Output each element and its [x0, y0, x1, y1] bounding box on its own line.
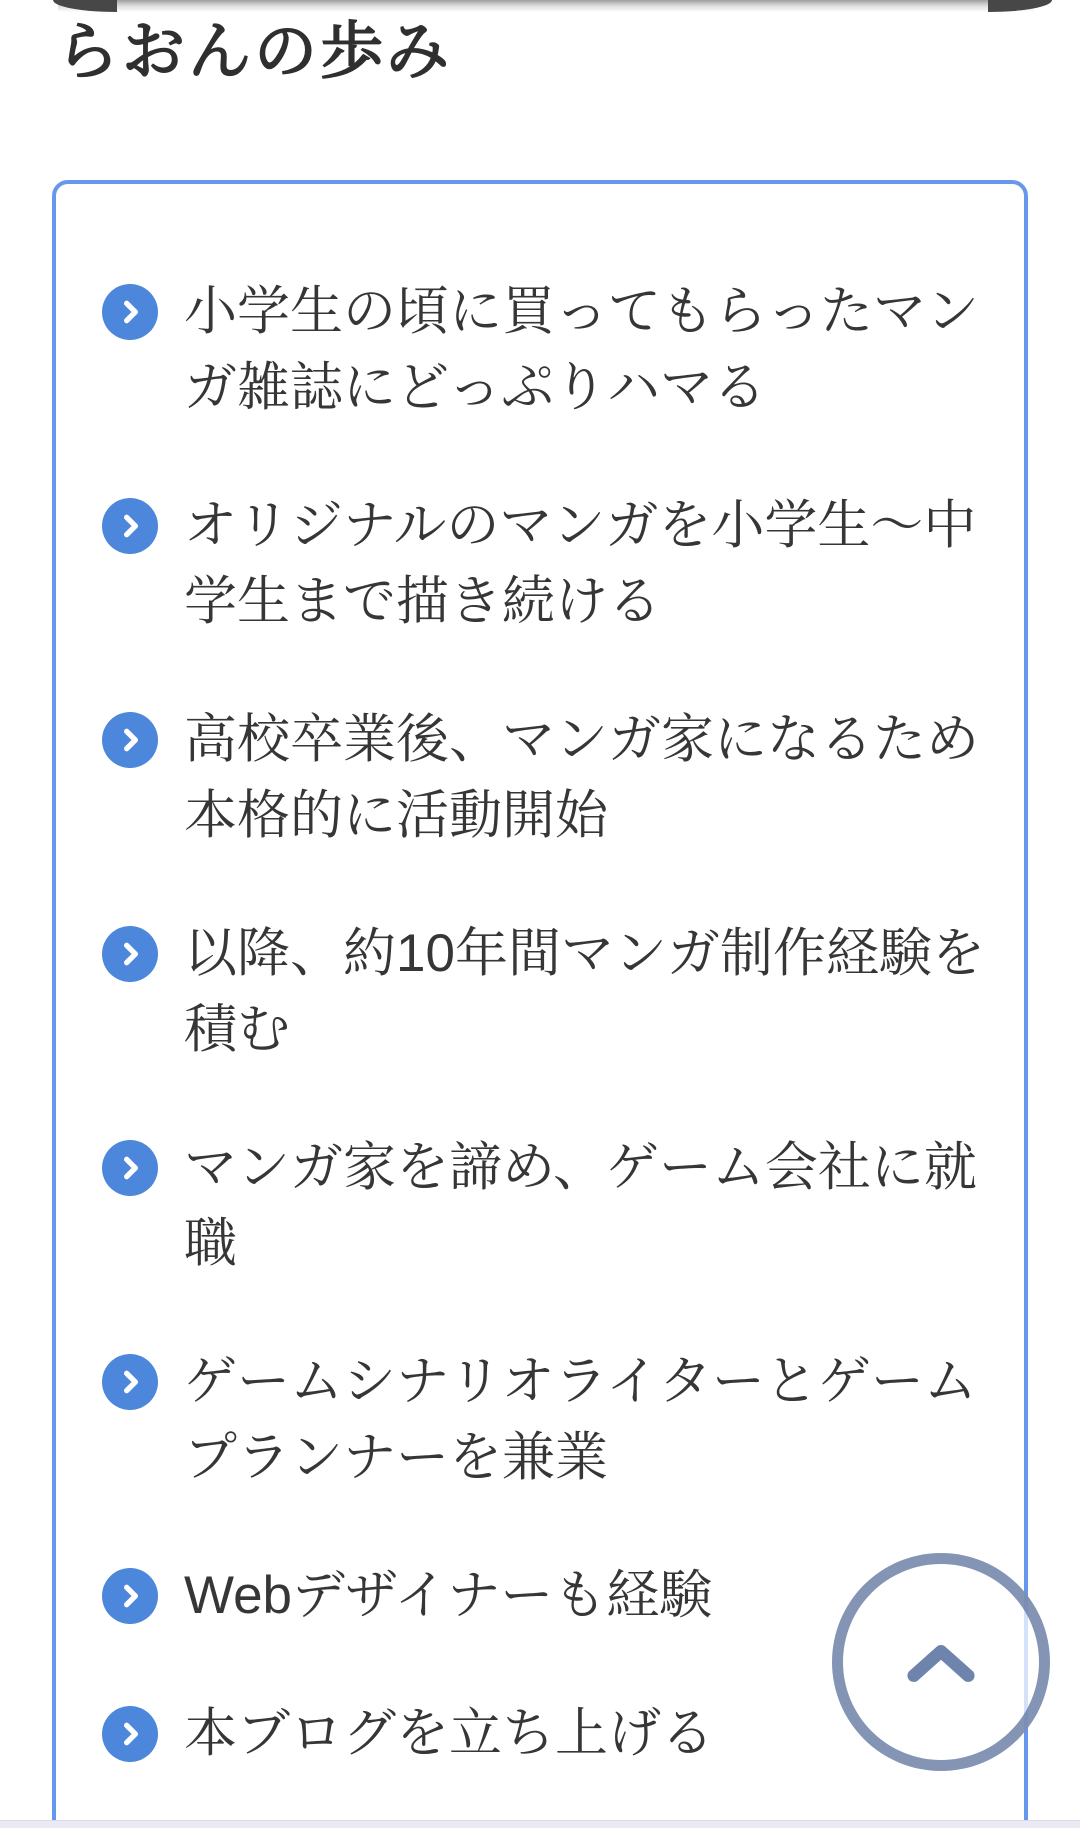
list-item-text: マンガ家を諦め、ゲーム会社に就職: [184, 1138, 977, 1273]
list-item-text: ゲームシナリオライターとゲームプランナーを兼業: [184, 1352, 977, 1487]
list-item: [102, 1344, 992, 1496]
page-title: らおんの歩み: [56, 17, 452, 87]
history-list: [56, 184, 1024, 1772]
chevron-right-icon: [102, 926, 158, 982]
chevron-right-icon: [102, 712, 158, 768]
list-item: [102, 916, 992, 1068]
scroll-to-top-button[interactable]: [832, 1553, 1050, 1771]
chevron-right-icon: [102, 1354, 158, 1410]
top-shadow: [58, 0, 1033, 12]
chevron-up-icon: [906, 1640, 976, 1684]
chevron-right-icon: [102, 284, 158, 340]
list-item-text: オリジナルのマンガを小学生〜中学生まで描き続ける: [184, 496, 977, 631]
list-item-text: 高校卒業後、マンガ家になるため本格的に活動開始: [184, 710, 979, 845]
list-item-text: 小学生の頃に買ってもらったマンガ雑誌にどっぷりハマる: [184, 282, 979, 417]
list-item-text: Webデザイナーも経験: [184, 1566, 713, 1625]
chevron-right-icon: [102, 1706, 158, 1762]
chevron-right-icon: [102, 1568, 158, 1624]
list-item-text: 本ブログを立ち上げる: [184, 1704, 714, 1763]
list-item: [102, 274, 992, 426]
bottom-strip: [0, 1820, 1080, 1828]
list-item: [102, 702, 992, 854]
list-item: [102, 488, 992, 640]
chevron-right-icon: [102, 498, 158, 554]
list-item-text: 以降、約10年間マンガ制作経験を積む: [184, 924, 985, 1059]
list-item: [102, 1130, 992, 1282]
top-shadow-corner-right: [988, 0, 1052, 12]
chevron-right-icon: [102, 1140, 158, 1196]
